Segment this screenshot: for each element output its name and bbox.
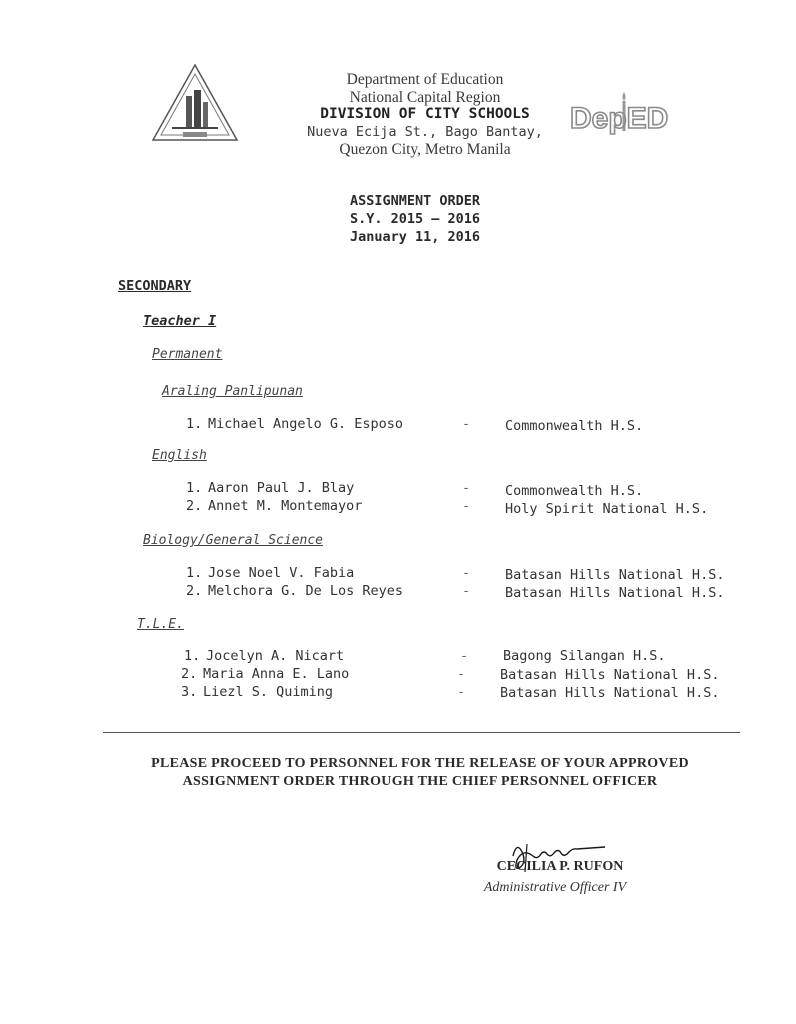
order-date: January 11, 2016 <box>349 229 481 245</box>
order-title-block <box>300 192 530 246</box>
school-name: Batasan Hills National H.S. <box>505 585 725 601</box>
row-dash: - <box>462 498 471 514</box>
subject-heading: English <box>152 448 207 463</box>
deped-logo <box>566 88 696 140</box>
row-number: 1. <box>186 416 203 432</box>
notice-line-1: PLEASE PROCEED TO PERSONNEL FOR THE RELEASE OF YOUR APPROVED <box>151 756 689 771</box>
signatory-title: Administrative Officer IV <box>483 880 627 895</box>
row-number: 3. <box>181 684 198 700</box>
assignment-row <box>186 582 726 600</box>
assignment-row <box>186 564 726 582</box>
teacher-name: Michael Angelo G. Esposo <box>208 416 404 432</box>
office-header <box>300 71 550 159</box>
teacher-name: Annet M. Montemayor <box>208 498 363 514</box>
row-number: 2. <box>186 583 203 599</box>
school-name: Bagong Silangan H.S. <box>503 648 666 664</box>
school-name: Batasan Hills National H.S. <box>500 667 720 683</box>
row-number: 2. <box>181 666 198 682</box>
deped-logo-text: DepED <box>570 102 669 135</box>
header-address: Nueva Ecija St., Bago Bantay, <box>307 123 543 140</box>
header-division: DIVISION OF CITY SCHOOLS <box>320 106 530 122</box>
position-heading: Teacher I <box>143 313 217 329</box>
school-year: S.Y. 2015 – 2016 <box>349 211 481 227</box>
school-name: Batasan Hills National H.S. <box>500 685 720 701</box>
row-dash: - <box>457 666 466 682</box>
status-heading: Permanent <box>152 347 223 362</box>
row-dash: - <box>460 648 469 664</box>
subject-heading: Biology/General Science <box>143 533 324 548</box>
section-heading: SECONDARY <box>118 278 192 294</box>
school-name: Holy Spirit National H.S. <box>505 501 709 517</box>
row-number: 2. <box>186 498 203 514</box>
row-dash: - <box>462 565 471 581</box>
header-city: Quezon City, Metro Manila <box>339 141 511 158</box>
row-dash: - <box>462 480 471 496</box>
assignment-row <box>184 647 724 665</box>
release-notice <box>110 755 730 791</box>
teacher-name: Jocelyn A. Nicart <box>206 648 345 664</box>
row-number: 1. <box>186 480 203 496</box>
subject-heading: Araling Panlipunan <box>162 384 303 399</box>
row-number: 1. <box>184 648 201 664</box>
row-dash: - <box>462 416 471 432</box>
school-name: Commonwealth H.S. <box>505 418 644 434</box>
assignment-row <box>181 683 721 701</box>
row-number: 1. <box>186 565 203 581</box>
teacher-name: Maria Anna E. Lano <box>203 666 350 682</box>
division-seal-logo <box>150 62 240 144</box>
notice-line-2: ASSIGNMENT ORDER THROUGH THE CHIEF PERSONNEL OFFICER <box>182 774 658 789</box>
row-dash: - <box>457 684 466 700</box>
teacher-name: Jose Noel V. Fabia <box>208 565 355 581</box>
teacher-name: Melchora G. De Los Reyes <box>208 583 404 599</box>
subject-heading: T.L.E. <box>137 617 184 632</box>
header-department: Department of Education <box>346 71 504 88</box>
divider-line <box>103 732 740 733</box>
signatory-name: CECILIA P. RUFON <box>496 859 624 874</box>
school-name: Batasan Hills National H.S. <box>505 567 725 583</box>
school-name: Commonwealth H.S. <box>505 483 644 499</box>
teacher-name: Aaron Paul J. Blay <box>208 480 355 496</box>
row-dash: - <box>462 583 471 599</box>
assignment-row <box>186 497 726 515</box>
assignment-row <box>186 479 726 497</box>
header-region: National Capital Region <box>349 88 501 106</box>
order-title: ASSIGNMENT ORDER <box>349 193 481 209</box>
assignment-row <box>186 415 726 433</box>
assignment-row <box>181 665 721 683</box>
teacher-name: Liezl S. Quiming <box>203 684 334 700</box>
